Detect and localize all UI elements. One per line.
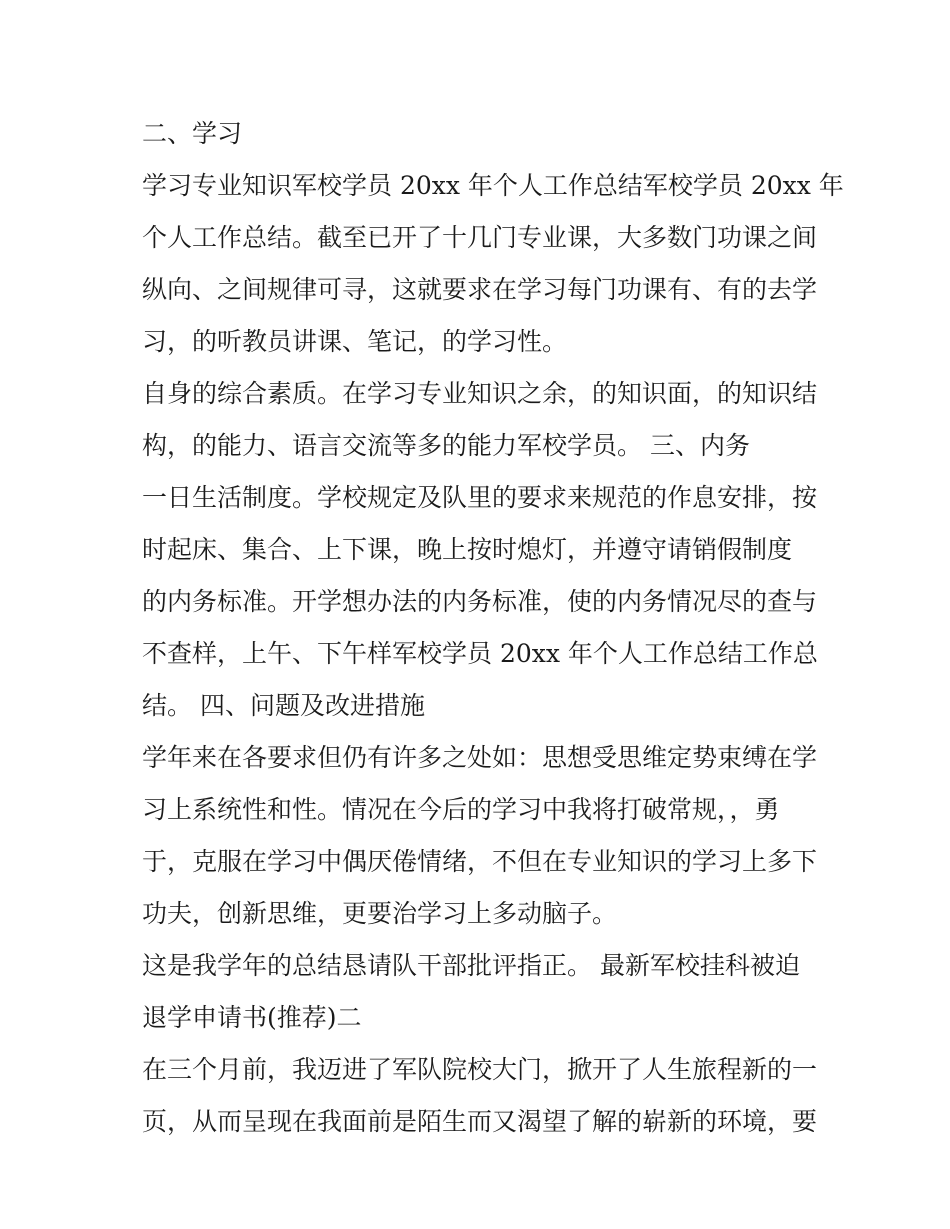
text-line: 自身的综合素质。在学习专业知识之余，的知识面，的知识结 — [142, 379, 818, 408]
text-line: 的内务标准。开学想办法的内务标准，使的内务情况尽的查与 — [142, 587, 818, 616]
text-line: 于，克服在学习中偶厌倦情绪，不但在专业知识的学习上多下 — [142, 847, 818, 876]
text-line: 时起床、集合、上下课，晚上按时熄灯，并遵守请销假制度 — [142, 535, 793, 564]
text-line: 一日生活制度。学校规定及队里的要求来规范的作息安排，按 — [142, 483, 818, 512]
document-body — [142, 108, 844, 1148]
text-line: 这是我学年的总结恳请队干部批评指正。 最新军校挂科被迫 — [142, 951, 800, 980]
text-line: 习上系统性和性。情况在今后的学习中我将打破常规，，勇 — [142, 795, 780, 824]
text-line: 纵向、之间规律可寻，这就要求在学习每门功课有、有的去学 — [142, 275, 818, 304]
text-line: 学习专业知识军校学员 20xx 年个人工作总结军校学员 20xx 年 — [142, 171, 844, 200]
text-line: 习，的听教员讲课、笔记，的学习性。 — [142, 327, 568, 356]
text-line: 在三个月前，我迈进了军队院校大门，掀开了人生旅程新的一 — [142, 1055, 818, 1084]
text-line: 结。 四、问题及改进措施 — [142, 691, 425, 720]
text-line: 构，的能力、语言交流等多的能力军校学员。 三、内务 — [142, 431, 750, 460]
text-line: 页，从而呈现在我面前是陌生而又渴望了解的崭新的环境，要 — [142, 1107, 818, 1136]
text-line: 二、学习 — [142, 119, 243, 148]
text-line: 个人工作总结。截至已开了十几门专业课，大多数门功课之间 — [142, 223, 818, 252]
text-line: 不查样，上午、下午样军校学员 20xx 年个人工作总结工作总 — [142, 639, 818, 668]
text-line: 退学申请书(推荐)二 — [142, 1003, 362, 1032]
text-line: 学年来在各要求但仍有许多之处如：思想受思维定势束缚在学 — [142, 743, 818, 772]
text-line: 功夫，创新思维，更要治学习上多动脑子。 — [142, 899, 618, 928]
